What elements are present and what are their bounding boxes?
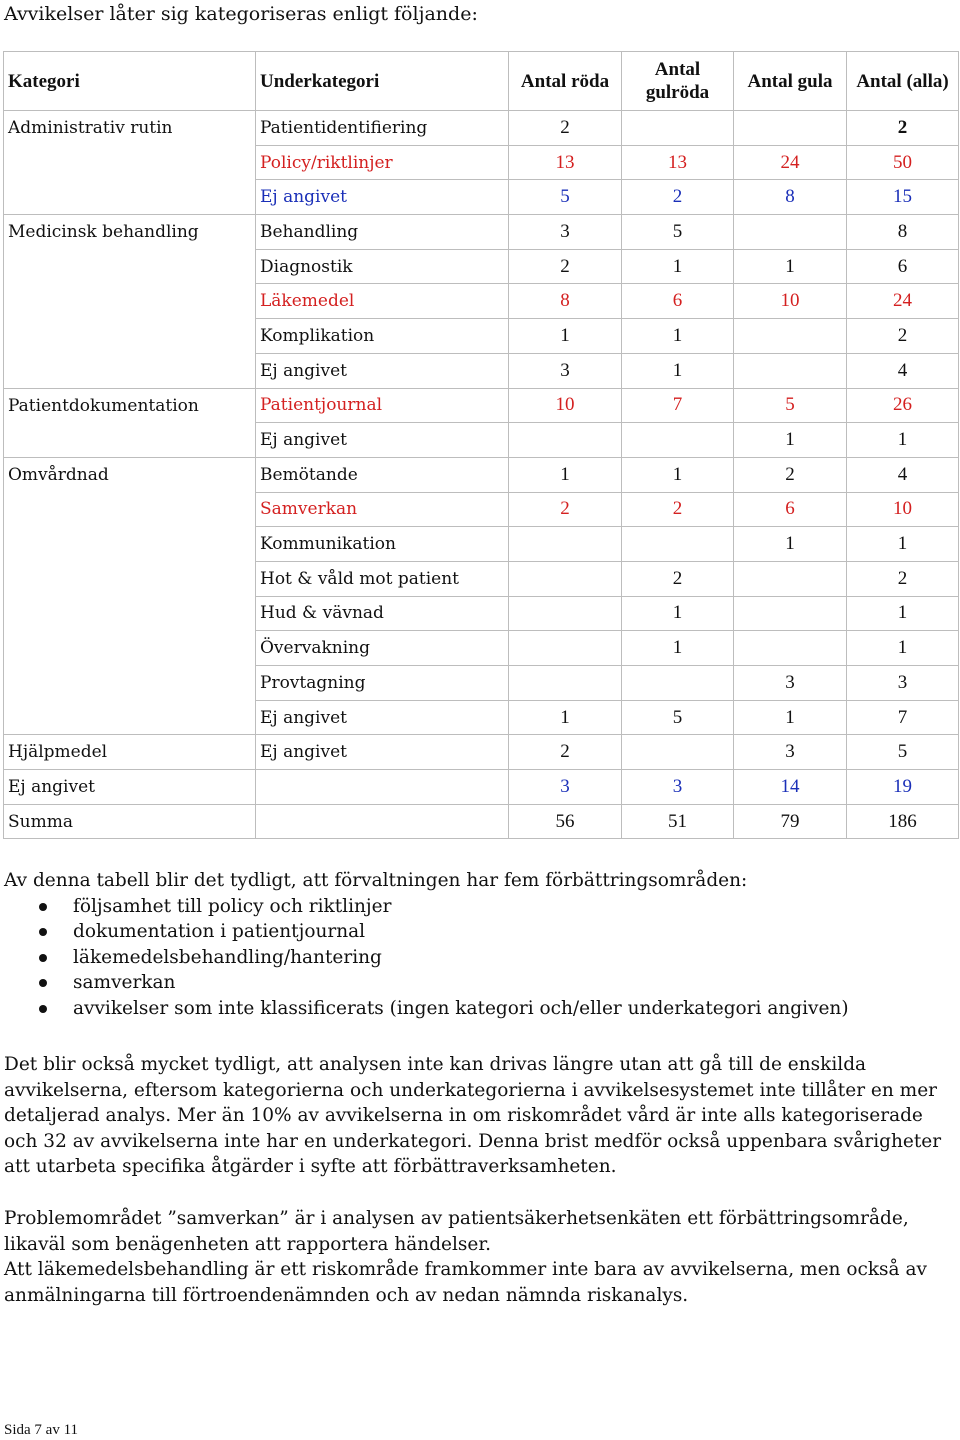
count-gula-cell: [734, 215, 847, 250]
paragraph-text: Det blir också mycket tydligt, att analysen inte kan drivas längre utan att gå till de enskilda avvikelserna, eftersom kategorierna och underkategorierna i avvikelsesystemet inte tillåter en mer detaljerad analys. Mer än 10% av avvikelserna in om riskområdet vård är inte alls kategoriserade och 32 av avvikelserna inte har en underkategori. Denna brist medför också uppenbara svårigheter att utarbeta specifika åtgärder i syfte att förbättraverksamheten.: [4, 1054, 942, 1178]
list-item-text: samverkan: [73, 972, 176, 994]
bullet-icon: [39, 928, 47, 936]
count-roda-cell: 2: [509, 492, 622, 527]
subcategory-cell: Patientjournal: [256, 388, 509, 423]
count-gulroda-cell: 3: [622, 770, 734, 805]
subcategory-cell: Bemötande: [256, 457, 509, 492]
count-alla-cell: 186: [847, 804, 959, 839]
count-alla-cell: 3: [847, 666, 959, 701]
count-gula-cell: 8: [734, 180, 847, 215]
count-gulroda-cell: [622, 423, 734, 458]
count-roda-cell: 3: [509, 215, 622, 250]
count-gula-cell: 2: [734, 457, 847, 492]
category-cell: [4, 666, 256, 701]
category-cell: [4, 284, 256, 319]
subcategory-cell: Ej angivet: [256, 180, 509, 215]
subcategory-cell: Ej angivet: [256, 353, 509, 388]
category-cell: Medicinsk behandling: [4, 215, 256, 250]
list-item: [4, 945, 956, 971]
subcategory-cell: [256, 804, 509, 839]
count-gulroda-cell: 51: [622, 804, 734, 839]
count-gula-cell: 6: [734, 492, 847, 527]
count-gula-cell: [734, 319, 847, 354]
count-gulroda-cell: 5: [622, 215, 734, 250]
table-row: [4, 735, 959, 770]
list-item: [4, 996, 956, 1022]
count-gula-cell: 10: [734, 284, 847, 319]
count-gulroda-cell: 1: [622, 249, 734, 284]
subcategory-cell: Hud & vävnad: [256, 596, 509, 631]
count-alla-cell: 5: [847, 735, 959, 770]
count-gulroda-cell: 1: [622, 457, 734, 492]
count-gula-cell: 5: [734, 388, 847, 423]
count-gulroda-cell: 2: [622, 492, 734, 527]
count-roda-cell: [509, 596, 622, 631]
count-alla-cell: 1: [847, 527, 959, 562]
count-gula-cell: 1: [734, 423, 847, 458]
category-cell: Ej angivet: [4, 770, 256, 805]
count-gula-cell: 3: [734, 666, 847, 701]
table-row: [4, 457, 959, 492]
count-gulroda-cell: 2: [622, 561, 734, 596]
count-alla-cell: 2: [847, 319, 959, 354]
table-row: [4, 249, 959, 284]
category-cell: Omvårdnad: [4, 457, 256, 492]
subcategory-cell: [256, 770, 509, 805]
table-header-row: [4, 52, 959, 111]
count-alla-cell: 1: [847, 423, 959, 458]
list-item: [4, 919, 956, 945]
count-alla-cell: 2: [847, 111, 959, 146]
table-row: [4, 492, 959, 527]
count-gula-cell: 14: [734, 770, 847, 805]
count-gulroda-cell: 1: [622, 353, 734, 388]
count-gulroda-cell: [622, 735, 734, 770]
table-row: [4, 423, 959, 458]
table-row: [4, 145, 959, 180]
subcategory-cell: Policy/riktlinjer: [256, 145, 509, 180]
count-alla-cell: 4: [847, 353, 959, 388]
count-gula-cell: 3: [734, 735, 847, 770]
count-roda-cell: 3: [509, 353, 622, 388]
header-antal-gula: Antal gula: [734, 52, 847, 111]
list-item: [4, 970, 956, 996]
count-alla-cell: 6: [847, 249, 959, 284]
paragraph-text: Att läkemedelsbehandling är ett riskområde framkommer inte bara av avvikelserna, men också av anmälningarna till förtroendenämnden och av nedan nämnda riskanalys.: [4, 1259, 927, 1306]
count-roda-cell: [509, 666, 622, 701]
list-item-text: läkemedelsbehandling/hantering: [73, 946, 382, 968]
table-row: [4, 284, 959, 319]
count-gula-cell: [734, 111, 847, 146]
count-gulroda-cell: 6: [622, 284, 734, 319]
bullet-icon: [39, 954, 47, 962]
count-gula-cell: 24: [734, 145, 847, 180]
table-row: [4, 319, 959, 354]
count-gula-cell: [734, 561, 847, 596]
count-roda-cell: 2: [509, 735, 622, 770]
section-improvement-areas: [4, 868, 956, 1022]
category-cell: Patientdokumentation: [4, 388, 256, 423]
count-roda-cell: [509, 527, 622, 562]
subcategory-cell: Ej angivet: [256, 423, 509, 458]
subcategory-cell: Provtagning: [256, 666, 509, 701]
count-roda-cell: 8: [509, 284, 622, 319]
category-cell: Administrativ rutin: [4, 111, 256, 146]
table-row: [4, 111, 959, 146]
count-alla-cell: 2: [847, 561, 959, 596]
list-item: [4, 894, 956, 920]
count-roda-cell: 13: [509, 145, 622, 180]
improvement-list: [4, 894, 956, 1022]
subcategory-cell: Hot & våld mot patient: [256, 561, 509, 596]
table-row: [4, 353, 959, 388]
count-gulroda-cell: 2: [622, 180, 734, 215]
count-roda-cell: 5: [509, 180, 622, 215]
count-gula-cell: 1: [734, 700, 847, 735]
table-row: [4, 770, 959, 805]
count-gula-cell: 1: [734, 249, 847, 284]
count-roda-cell: [509, 561, 622, 596]
table-row: [4, 631, 959, 666]
list-item-text: avvikelser som inte klassificerats (ingen kategori och/eller underkategori angiven): [73, 997, 849, 1019]
count-roda-cell: [509, 423, 622, 458]
count-gulroda-cell: [622, 111, 734, 146]
category-cell: [4, 353, 256, 388]
count-alla-cell: 4: [847, 457, 959, 492]
category-cell: [4, 145, 256, 180]
count-gulroda-cell: 5: [622, 700, 734, 735]
header-underkategori: Underkategori: [256, 52, 509, 111]
count-gulroda-cell: [622, 527, 734, 562]
count-gulroda-cell: 1: [622, 319, 734, 354]
count-roda-cell: 1: [509, 457, 622, 492]
count-roda-cell: 2: [509, 249, 622, 284]
count-alla-cell: 1: [847, 631, 959, 666]
paragraph-text: Problemområdet ”samverkan” är i analysen av patientsäkerhetsenkäten ett förbättringsområde, likaväl som benägenheten att rapportera händelser.: [4, 1208, 909, 1255]
count-alla-cell: 26: [847, 388, 959, 423]
table-row: [4, 561, 959, 596]
category-cell: Hjälpmedel: [4, 735, 256, 770]
subcategory-cell: Patientidentifiering: [256, 111, 509, 146]
header-antal-alla: Antal (alla): [847, 52, 959, 111]
table-row: [4, 180, 959, 215]
count-gulroda-cell: 1: [622, 631, 734, 666]
table-row: [4, 596, 959, 631]
subcategory-cell: Övervakning: [256, 631, 509, 666]
subcategory-cell: Behandling: [256, 215, 509, 250]
category-cell: [4, 596, 256, 631]
subcategory-cell: Läkemedel: [256, 284, 509, 319]
category-cell: [4, 319, 256, 354]
count-gulroda-cell: 1: [622, 596, 734, 631]
count-alla-cell: 24: [847, 284, 959, 319]
subcategory-cell: Ej angivet: [256, 735, 509, 770]
category-cell: [4, 561, 256, 596]
header-antal-roda: Antal röda: [509, 52, 622, 111]
paragraph-samverkan: [4, 1206, 956, 1308]
bullet-icon: [39, 1005, 47, 1013]
table-row: [4, 215, 959, 250]
subcategory-cell: Komplikation: [256, 319, 509, 354]
count-alla-cell: 10: [847, 492, 959, 527]
count-gula-cell: 79: [734, 804, 847, 839]
table-row: [4, 527, 959, 562]
table-body: [4, 111, 959, 839]
bullet-icon: [39, 903, 47, 911]
page-number: Sida 7 av 11: [4, 1422, 79, 1438]
category-cell: [4, 631, 256, 666]
count-alla-cell: 50: [847, 145, 959, 180]
category-cell: Summa: [4, 804, 256, 839]
subcategory-cell: Ej angivet: [256, 700, 509, 735]
count-gula-cell: [734, 631, 847, 666]
category-cell: [4, 700, 256, 735]
count-roda-cell: 1: [509, 700, 622, 735]
subcategory-cell: Kommunikation: [256, 527, 509, 562]
count-gulroda-cell: 13: [622, 145, 734, 180]
paragraph-analysis: [4, 1052, 956, 1180]
count-alla-cell: 8: [847, 215, 959, 250]
count-roda-cell: 1: [509, 319, 622, 354]
list-item-text: dokumentation i patientjournal: [73, 921, 366, 943]
category-cell: [4, 527, 256, 562]
count-alla-cell: 19: [847, 770, 959, 805]
intro-heading: Avvikelser låter sig kategoriseras enligt följande:: [4, 3, 478, 25]
list-item-text: följsamhet till policy och riktlinjer: [73, 895, 392, 917]
table-row: [4, 666, 959, 701]
count-roda-cell: 2: [509, 111, 622, 146]
count-roda-cell: 10: [509, 388, 622, 423]
count-gula-cell: [734, 596, 847, 631]
subcategory-cell: Samverkan: [256, 492, 509, 527]
header-kategori: Kategori: [4, 52, 256, 111]
category-cell: [4, 180, 256, 215]
table-row: [4, 700, 959, 735]
table-row: [4, 388, 959, 423]
category-cell: [4, 249, 256, 284]
category-cell: [4, 492, 256, 527]
header-antal-gulroda: Antal gulröda: [622, 52, 734, 111]
count-roda-cell: 3: [509, 770, 622, 805]
count-alla-cell: 7: [847, 700, 959, 735]
bullet-icon: [39, 979, 47, 987]
count-gulroda-cell: 7: [622, 388, 734, 423]
count-alla-cell: 15: [847, 180, 959, 215]
category-table: [3, 51, 959, 839]
count-roda-cell: 56: [509, 804, 622, 839]
table-row: [4, 804, 959, 839]
count-gulroda-cell: [622, 666, 734, 701]
count-alla-cell: 1: [847, 596, 959, 631]
count-roda-cell: [509, 631, 622, 666]
count-gula-cell: 1: [734, 527, 847, 562]
count-gula-cell: [734, 353, 847, 388]
subcategory-cell: Diagnostik: [256, 249, 509, 284]
category-cell: [4, 423, 256, 458]
section-lead: Av denna tabell blir det tydligt, att förvaltningen har fem förbättringsområden:: [4, 870, 748, 891]
